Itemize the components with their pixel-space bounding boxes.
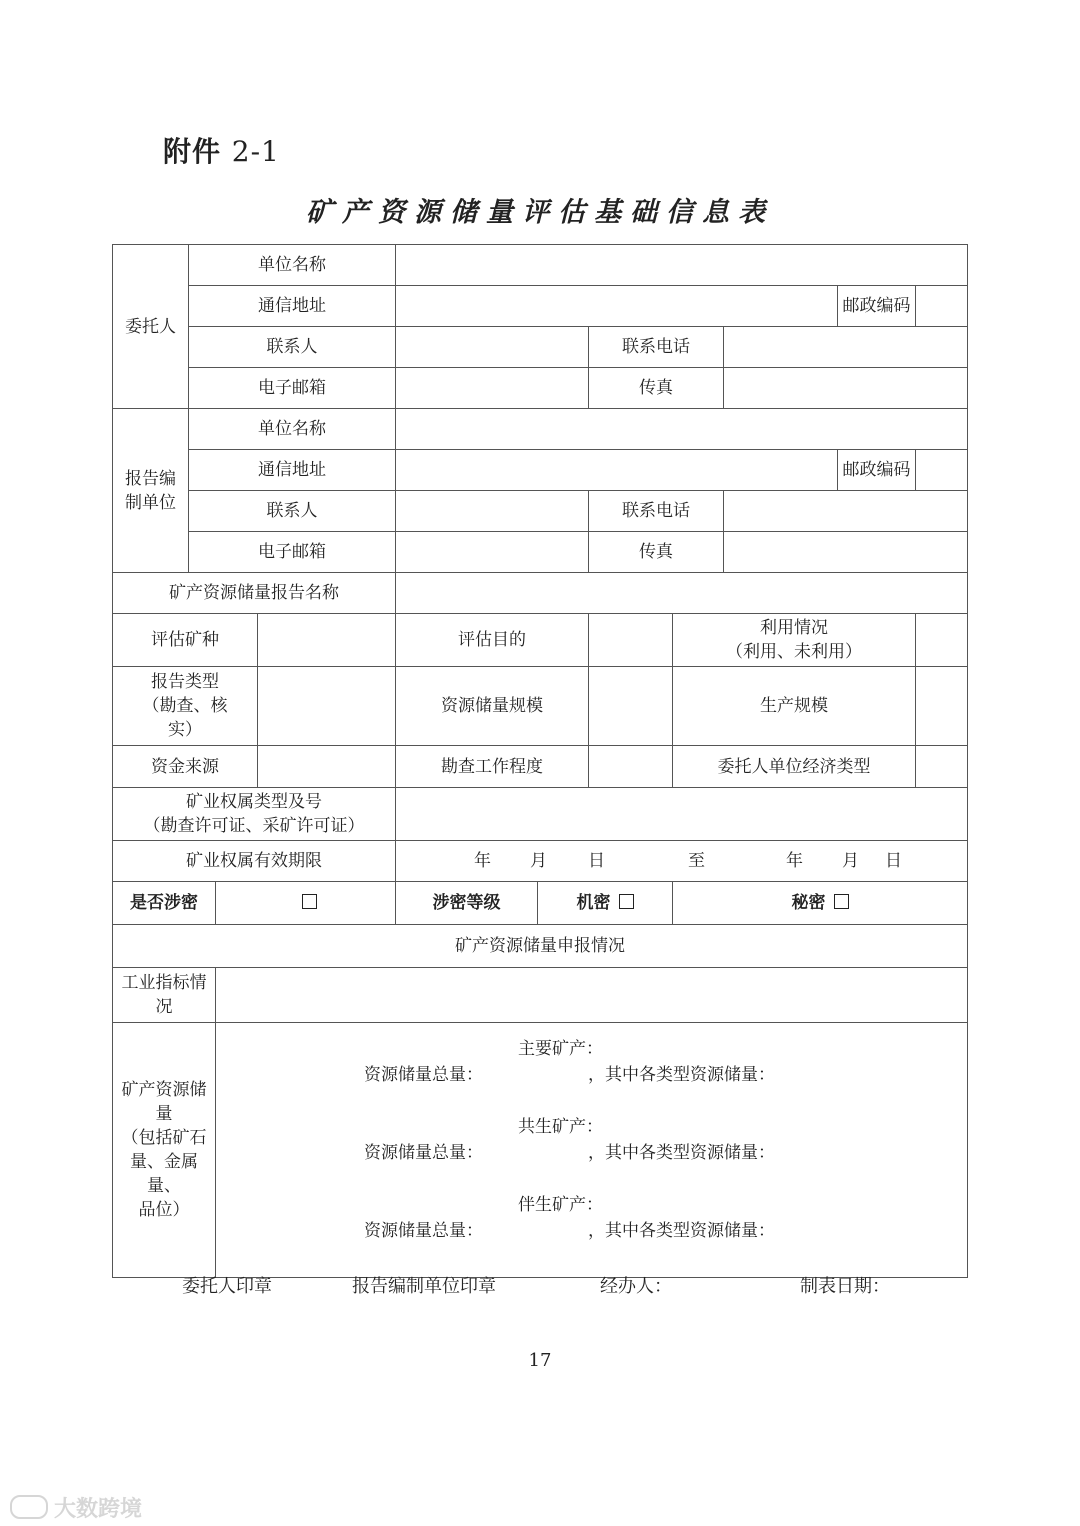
compiler-phone-field[interactable] — [724, 491, 968, 532]
client-unit-name-label: 单位名称 — [189, 245, 396, 286]
compiler-postcode-field[interactable] — [916, 450, 968, 491]
purpose-field[interactable] — [589, 614, 673, 667]
client-email-field[interactable] — [396, 368, 589, 409]
funding-label: 资金来源 — [113, 746, 258, 788]
client-postcode-field[interactable] — [916, 286, 968, 327]
industrial-field[interactable] — [216, 968, 968, 1023]
secret-label: 是否涉密 — [113, 882, 216, 925]
secret-level-label: 涉密等级 — [396, 882, 538, 925]
client-fax-field[interactable] — [724, 368, 968, 409]
compiler-section-label: 报告编制单位 — [113, 409, 189, 573]
handler-label: 经办人： — [600, 1276, 672, 1297]
compiler-fax-field[interactable] — [724, 532, 968, 573]
production-scale-label: 生产规模 — [673, 667, 916, 746]
mineral-field[interactable] — [258, 614, 396, 667]
compiler-email-field[interactable] — [396, 532, 589, 573]
client-address-field[interactable] — [396, 286, 838, 327]
exploration-field[interactable] — [589, 746, 673, 788]
usage-field[interactable] — [916, 614, 968, 667]
report-name-label: 矿产资源储量报告名称 — [113, 573, 396, 614]
usage-label: 利用情况 （利用、未利用） — [673, 614, 916, 667]
client-email-label: 电子邮箱 — [189, 368, 396, 409]
secret2-checkbox[interactable] — [834, 894, 849, 909]
compiler-seal-label: 报告编制单位印章 — [352, 1276, 496, 1297]
reserve-group-associated: 伴生矿产： 资源储量总量： ，其中各类型资源储量： — [364, 1195, 775, 1241]
compiler-unit-name-field[interactable] — [396, 409, 968, 450]
production-scale-field[interactable] — [916, 667, 968, 746]
reserves-field[interactable] — [216, 1023, 968, 1278]
reserves-label: 矿产资源储量 （包括矿石 量、金属量、 品位） — [113, 1023, 216, 1278]
watermark: 大数跨境 — [10, 1492, 142, 1523]
client-unit-name-field[interactable] — [396, 245, 968, 286]
industrial-label: 工业指标情况 — [113, 968, 216, 1023]
compiler-address-field[interactable] — [396, 450, 838, 491]
client-seal-label: 委托人印章 — [182, 1276, 272, 1297]
client-section-label: 委托人 — [113, 245, 189, 409]
report-name-field[interactable] — [396, 573, 968, 614]
mineral-label: 评估矿种 — [113, 614, 258, 667]
compiler-email-label: 电子邮箱 — [189, 532, 396, 573]
page-number: 17 — [528, 1350, 552, 1371]
validity-dates[interactable]: 年 月 日 至 年 月 日 — [396, 841, 968, 882]
compiler-contact-field[interactable] — [396, 491, 589, 532]
compiler-fax-label: 传真 — [589, 532, 724, 573]
report-type-label: 报告类型 （勘查、核 实） — [113, 667, 258, 746]
reserve-group-paragenetic: 共生矿产： 资源储量总量： ，其中各类型资源储量： — [364, 1117, 775, 1163]
rights-field[interactable] — [396, 788, 968, 841]
client-phone-field[interactable] — [724, 327, 968, 368]
info-form-table — [112, 244, 968, 1278]
watermark-logo-icon — [10, 1495, 48, 1519]
exploration-label: 勘查工作程度 — [396, 746, 589, 788]
report-type-field[interactable] — [258, 667, 396, 746]
scale-label: 资源储量规模 — [396, 667, 589, 746]
scale-field[interactable] — [589, 667, 673, 746]
econ-type-label: 委托人单位经济类型 — [673, 746, 916, 788]
client-contact-label: 联系人 — [189, 327, 396, 368]
compiler-address-label: 通信地址 — [189, 450, 396, 491]
secret-checkbox[interactable] — [302, 894, 317, 909]
compiler-postcode-label: 邮政编码 — [838, 450, 916, 491]
secret2-option[interactable]: 秘密 — [673, 882, 968, 925]
rights-label: 矿业权属类型及号 （勘查许可证、采矿许可证） — [113, 788, 396, 841]
secret-checkbox-cell[interactable] — [216, 882, 396, 925]
econ-type-field[interactable] — [916, 746, 968, 788]
confidential-option[interactable]: 机密 — [538, 882, 673, 925]
attachment-label: 附件 2-1 — [163, 135, 280, 168]
client-address-label: 通信地址 — [189, 286, 396, 327]
client-contact-field[interactable] — [396, 327, 589, 368]
client-phone-label: 联系电话 — [589, 327, 724, 368]
validity-label: 矿业权属有效期限 — [113, 841, 396, 882]
confidential-checkbox[interactable] — [619, 894, 634, 909]
purpose-label: 评估目的 — [396, 614, 589, 667]
form-title: 矿产资源储量评估基础信息表 — [306, 197, 774, 228]
compiler-contact-label: 联系人 — [189, 491, 396, 532]
client-postcode-label: 邮政编码 — [838, 286, 916, 327]
declare-header: 矿产资源储量申报情况 — [113, 925, 968, 968]
reserve-group-main: 主要矿产： 资源储量总量： ，其中各类型资源储量： — [364, 1039, 775, 1085]
client-fax-label: 传真 — [589, 368, 724, 409]
funding-field[interactable] — [258, 746, 396, 788]
compiler-phone-label: 联系电话 — [589, 491, 724, 532]
compiler-unit-name-label: 单位名称 — [189, 409, 396, 450]
date-label: 制表日期： — [800, 1276, 890, 1297]
